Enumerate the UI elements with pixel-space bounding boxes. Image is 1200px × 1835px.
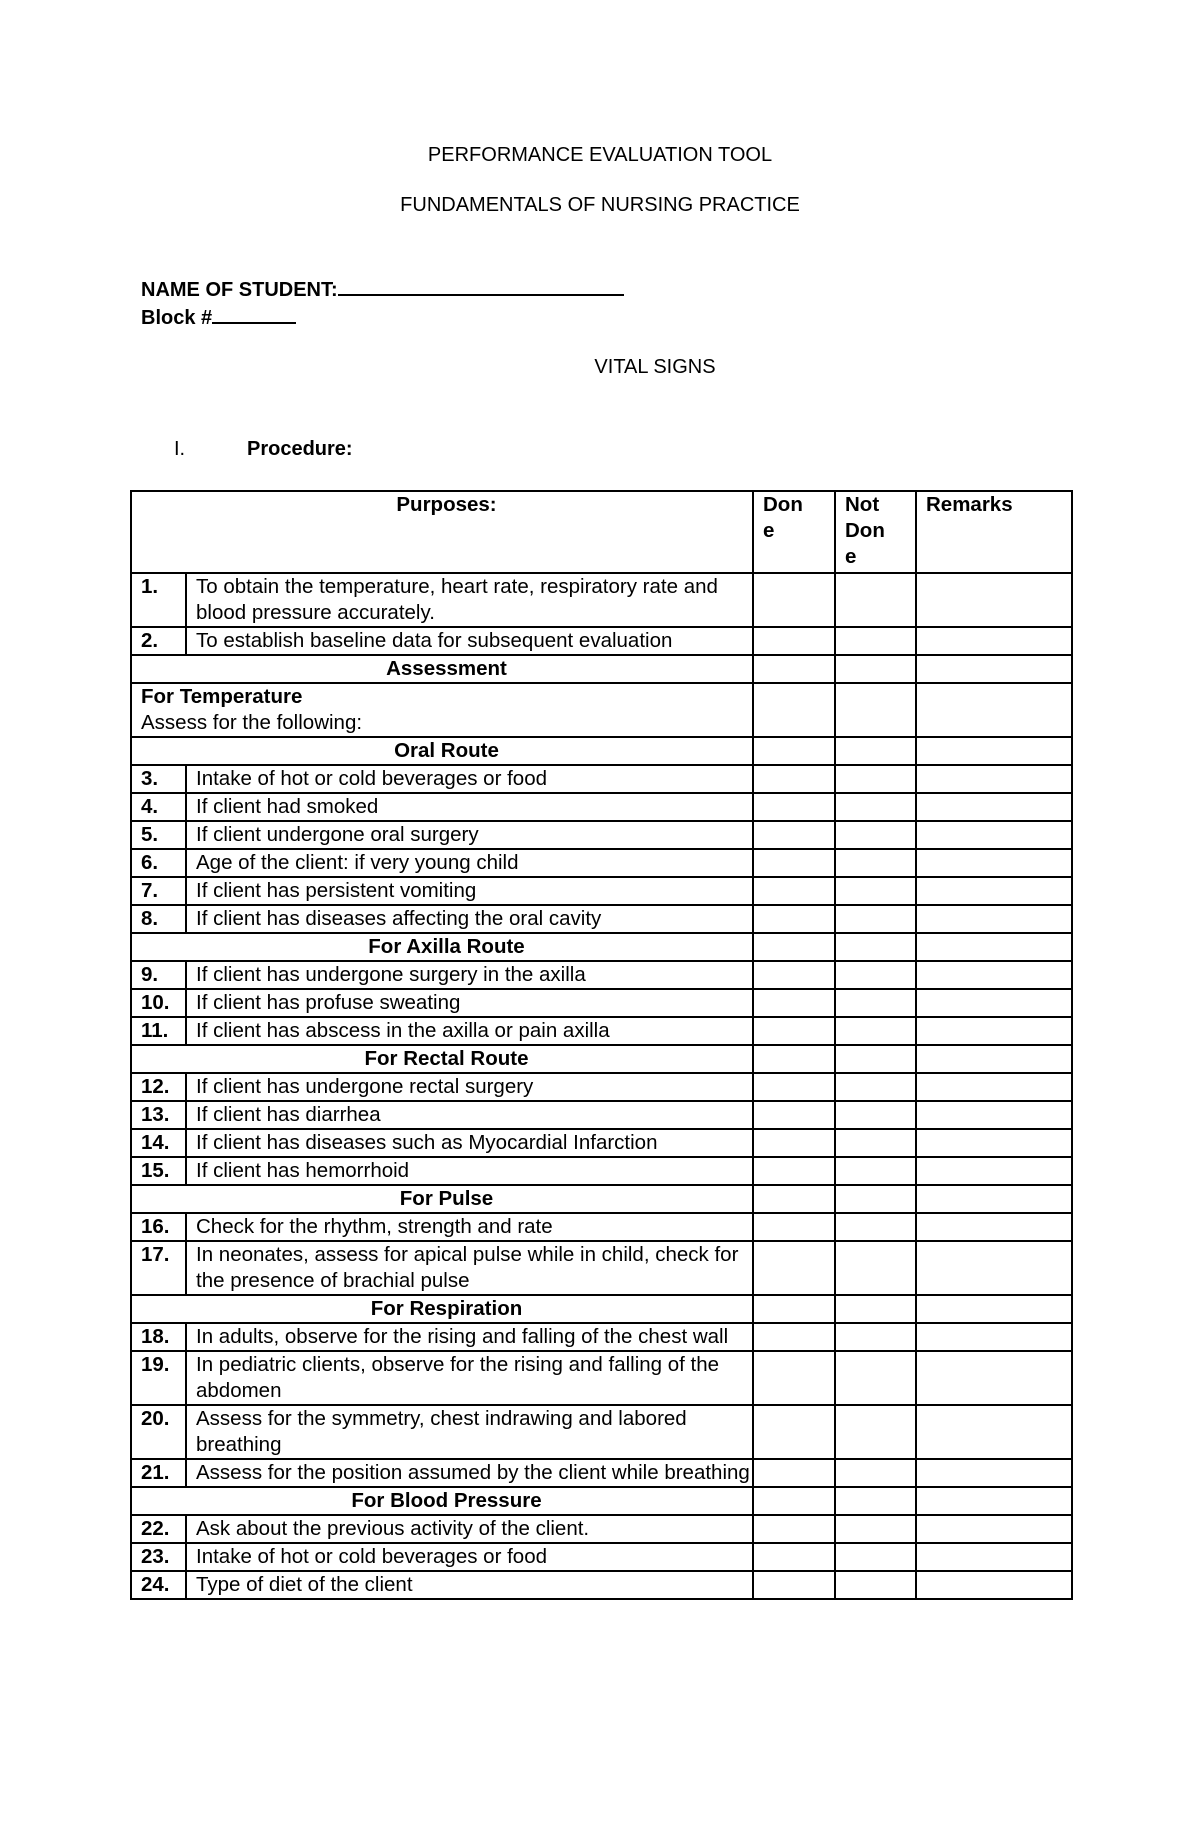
section-heading: For Blood Pressure xyxy=(131,1487,753,1515)
done-cell[interactable] xyxy=(753,1157,835,1185)
header-not-done-line2: Don xyxy=(845,519,885,542)
row-text: Intake of hot or cold beverages or food xyxy=(186,1543,753,1571)
remarks-cell[interactable] xyxy=(916,1515,1072,1543)
row-text: Type of diet of the client xyxy=(186,1571,753,1599)
block-label: Block # xyxy=(141,307,213,329)
row-number: 16. xyxy=(131,1213,186,1241)
remarks-cell[interactable] xyxy=(916,1323,1072,1351)
section-heading: For Rectal Route xyxy=(131,1045,753,1073)
header-purposes: Purposes: xyxy=(131,491,753,573)
done-cell[interactable] xyxy=(753,821,835,849)
procedure-number: I. xyxy=(174,438,186,460)
row-number: 5. xyxy=(131,821,186,849)
remarks-cell[interactable] xyxy=(916,627,1072,655)
not-done-cell[interactable] xyxy=(835,765,916,793)
remarks-cell[interactable] xyxy=(916,655,1072,683)
not-done-cell[interactable] xyxy=(835,1073,916,1101)
done-cell[interactable] xyxy=(753,573,835,627)
table-row xyxy=(131,1073,1072,1101)
not-done-cell[interactable] xyxy=(835,793,916,821)
remarks-cell[interactable] xyxy=(916,1405,1072,1459)
remarks-cell[interactable] xyxy=(916,1487,1072,1515)
row-number: 10. xyxy=(131,989,186,1017)
table-row xyxy=(131,961,1072,989)
table-row xyxy=(131,1101,1072,1129)
not-done-cell[interactable] xyxy=(835,905,916,933)
table-row xyxy=(131,1405,1072,1459)
procedure-label: Procedure: xyxy=(247,438,353,460)
header-remarks: Remarks xyxy=(916,491,1072,573)
row-number: 14. xyxy=(131,1129,186,1157)
row-number: 3. xyxy=(131,765,186,793)
not-done-cell[interactable] xyxy=(835,1241,916,1295)
table-row xyxy=(131,849,1072,877)
not-done-cell[interactable] xyxy=(835,1213,916,1241)
row-text: In neonates, assess for apical pulse while in child, check for the presence of brachial pulse xyxy=(186,1241,753,1295)
done-cell[interactable] xyxy=(753,1323,835,1351)
row-text: If client has diseases affecting the oral cavity xyxy=(186,905,753,933)
done-cell[interactable] xyxy=(753,1101,835,1129)
section-heading: Oral Route xyxy=(131,737,753,765)
remarks-cell[interactable] xyxy=(916,1185,1072,1213)
row-text: If client had smoked xyxy=(186,793,753,821)
row-number: 11. xyxy=(131,1017,186,1045)
table-row xyxy=(131,793,1072,821)
subsection-cell xyxy=(131,683,753,737)
subsection-row xyxy=(131,683,1072,737)
row-text: If client has profuse sweating xyxy=(186,989,753,1017)
evaluation-table xyxy=(130,490,1073,1600)
remarks-cell[interactable] xyxy=(916,1571,1072,1599)
remarks-cell[interactable] xyxy=(916,1351,1072,1405)
not-done-cell[interactable] xyxy=(835,961,916,989)
not-done-cell[interactable] xyxy=(835,1459,916,1487)
done-cell[interactable] xyxy=(753,765,835,793)
done-cell[interactable] xyxy=(753,1571,835,1599)
table-body xyxy=(131,573,1072,1599)
done-cell[interactable] xyxy=(753,1515,835,1543)
not-done-cell[interactable] xyxy=(835,933,916,961)
section-row xyxy=(131,1487,1072,1515)
row-number: 20. xyxy=(131,1405,186,1459)
done-cell[interactable] xyxy=(753,1017,835,1045)
header-not-done-line3: e xyxy=(845,545,857,568)
remarks-cell[interactable] xyxy=(916,849,1072,877)
not-done-cell[interactable] xyxy=(835,683,916,737)
not-done-cell[interactable] xyxy=(835,655,916,683)
not-done-cell[interactable] xyxy=(835,1571,916,1599)
subsection-text: Assess for the following: xyxy=(141,711,363,734)
row-number: 9. xyxy=(131,961,186,989)
row-text: If client has diarrhea xyxy=(186,1101,753,1129)
table-row xyxy=(131,573,1072,627)
done-cell[interactable] xyxy=(753,1185,835,1213)
row-text: Check for the rhythm, strength and rate xyxy=(186,1213,753,1241)
remarks-cell[interactable] xyxy=(916,1241,1072,1295)
section-row xyxy=(131,1185,1072,1213)
row-text: If client undergone oral surgery xyxy=(186,821,753,849)
done-cell[interactable] xyxy=(753,961,835,989)
row-text: In pediatric clients, observe for the rising and falling of the abdomen xyxy=(186,1351,753,1405)
section-row xyxy=(131,933,1072,961)
done-cell[interactable] xyxy=(753,627,835,655)
not-done-cell[interactable] xyxy=(835,1157,916,1185)
not-done-cell[interactable] xyxy=(835,1185,916,1213)
remarks-cell[interactable] xyxy=(916,1129,1072,1157)
table-row xyxy=(131,1543,1072,1571)
row-text: If client has persistent vomiting xyxy=(186,877,753,905)
remarks-cell[interactable] xyxy=(916,793,1072,821)
remarks-cell[interactable] xyxy=(916,877,1072,905)
not-done-cell[interactable] xyxy=(835,1515,916,1543)
student-name-blank[interactable] xyxy=(338,276,624,296)
not-done-cell[interactable] xyxy=(835,1543,916,1571)
section-row xyxy=(131,1295,1072,1323)
section-heading: Assessment xyxy=(131,655,753,683)
row-number: 23. xyxy=(131,1543,186,1571)
header-done-line1: Don xyxy=(763,493,803,516)
remarks-cell[interactable] xyxy=(916,765,1072,793)
remarks-cell[interactable] xyxy=(916,905,1072,933)
row-text: If client has undergone rectal surgery xyxy=(186,1073,753,1101)
section-row xyxy=(131,655,1072,683)
remarks-cell[interactable] xyxy=(916,1045,1072,1073)
table-row xyxy=(131,989,1072,1017)
done-cell[interactable] xyxy=(753,737,835,765)
not-done-cell[interactable] xyxy=(835,1351,916,1405)
table-row xyxy=(131,821,1072,849)
table-row xyxy=(131,1459,1072,1487)
done-cell[interactable] xyxy=(753,1073,835,1101)
not-done-cell[interactable] xyxy=(835,1487,916,1515)
table-row xyxy=(131,1017,1072,1045)
done-cell[interactable] xyxy=(753,1405,835,1459)
table-row xyxy=(131,1241,1072,1295)
row-text: To establish baseline data for subsequent evaluation xyxy=(186,627,753,655)
remarks-cell[interactable] xyxy=(916,737,1072,765)
remarks-cell[interactable] xyxy=(916,933,1072,961)
not-done-cell[interactable] xyxy=(835,989,916,1017)
done-cell[interactable] xyxy=(753,989,835,1017)
student-name-label: NAME OF STUDENT: xyxy=(141,279,338,301)
row-number: 18. xyxy=(131,1323,186,1351)
row-text: Intake of hot or cold beverages or food xyxy=(186,765,753,793)
section-heading: For Respiration xyxy=(131,1295,753,1323)
done-cell[interactable] xyxy=(753,877,835,905)
done-cell[interactable] xyxy=(753,1213,835,1241)
remarks-cell[interactable] xyxy=(916,683,1072,737)
table-row xyxy=(131,1213,1072,1241)
student-name-row xyxy=(141,276,624,302)
done-cell[interactable] xyxy=(753,1351,835,1405)
table-row xyxy=(131,1157,1072,1185)
done-cell[interactable] xyxy=(753,1129,835,1157)
header-done-line2: e xyxy=(763,519,775,542)
done-cell[interactable] xyxy=(753,793,835,821)
row-number: 24. xyxy=(131,1571,186,1599)
done-cell[interactable] xyxy=(753,655,835,683)
not-done-cell[interactable] xyxy=(835,1129,916,1157)
row-text: Age of the client: if very young child xyxy=(186,849,753,877)
remarks-cell[interactable] xyxy=(916,1213,1072,1241)
table-row xyxy=(131,1571,1072,1599)
row-text: In adults, observe for the rising and falling of the chest wall xyxy=(186,1323,753,1351)
remarks-cell[interactable] xyxy=(916,1101,1072,1129)
table-row xyxy=(131,765,1072,793)
remarks-cell[interactable] xyxy=(916,1543,1072,1571)
section-row xyxy=(131,737,1072,765)
section-heading: For Pulse xyxy=(131,1185,753,1213)
row-number: 13. xyxy=(131,1101,186,1129)
not-done-cell[interactable] xyxy=(835,627,916,655)
table-header-row xyxy=(131,491,1072,573)
not-done-cell[interactable] xyxy=(835,573,916,627)
row-number: 4. xyxy=(131,793,186,821)
done-cell[interactable] xyxy=(753,1543,835,1571)
subsection-title: For Temperature xyxy=(141,685,303,708)
not-done-cell[interactable] xyxy=(835,737,916,765)
block-blank[interactable] xyxy=(212,304,296,324)
row-text: Assess for the position assumed by the client while breathing xyxy=(186,1459,753,1487)
row-number: 12. xyxy=(131,1073,186,1101)
row-text: If client has abscess in the axilla or pain axilla xyxy=(186,1017,753,1045)
header-done xyxy=(753,491,835,573)
header-not-done-line1: Not xyxy=(845,493,880,516)
done-cell[interactable] xyxy=(753,1045,835,1073)
table-row xyxy=(131,1515,1072,1543)
remarks-cell[interactable] xyxy=(916,573,1072,627)
row-number: 2. xyxy=(131,627,186,655)
not-done-cell[interactable] xyxy=(835,849,916,877)
remarks-cell[interactable] xyxy=(916,1295,1072,1323)
done-cell[interactable] xyxy=(753,849,835,877)
procedure-heading xyxy=(174,438,353,461)
table-row xyxy=(131,627,1072,655)
row-text: If client has diseases such as Myocardial Infarction xyxy=(186,1129,753,1157)
table-row xyxy=(131,905,1072,933)
done-cell[interactable] xyxy=(753,1459,835,1487)
header-not-done xyxy=(835,491,916,573)
done-cell[interactable] xyxy=(753,683,835,737)
table-row xyxy=(131,1323,1072,1351)
row-number: 17. xyxy=(131,1241,186,1295)
not-done-cell[interactable] xyxy=(835,1101,916,1129)
remarks-cell[interactable] xyxy=(916,1157,1072,1185)
section-title: VITAL SIGNS xyxy=(594,356,716,378)
section-row xyxy=(131,1045,1072,1073)
not-done-cell[interactable] xyxy=(835,877,916,905)
document-subtitle: FUNDAMENTALS OF NURSING PRACTICE xyxy=(400,194,800,216)
row-number: 6. xyxy=(131,849,186,877)
table-row xyxy=(131,1129,1072,1157)
not-done-cell[interactable] xyxy=(835,1405,916,1459)
remarks-cell[interactable] xyxy=(916,821,1072,849)
document-title: PERFORMANCE EVALUATION TOOL xyxy=(427,144,773,166)
row-number: 19. xyxy=(131,1351,186,1405)
not-done-cell[interactable] xyxy=(835,1323,916,1351)
remarks-cell[interactable] xyxy=(916,1459,1072,1487)
table-row xyxy=(131,877,1072,905)
remarks-cell[interactable] xyxy=(916,1017,1072,1045)
done-cell[interactable] xyxy=(753,1487,835,1515)
row-text: Assess for the symmetry, chest indrawing and labored breathing xyxy=(186,1405,753,1459)
row-text: Ask about the previous activity of the client. xyxy=(186,1515,753,1543)
done-cell[interactable] xyxy=(753,905,835,933)
row-text: If client has undergone surgery in the axilla xyxy=(186,961,753,989)
remarks-cell[interactable] xyxy=(916,1073,1072,1101)
row-number: 21. xyxy=(131,1459,186,1487)
row-text: To obtain the temperature, heart rate, respiratory rate and blood pressure accurately. xyxy=(186,573,753,627)
table-row xyxy=(131,1351,1072,1405)
done-cell[interactable] xyxy=(753,1241,835,1295)
done-cell[interactable] xyxy=(753,1295,835,1323)
not-done-cell[interactable] xyxy=(835,1295,916,1323)
row-number: 1. xyxy=(131,573,186,627)
not-done-cell[interactable] xyxy=(835,821,916,849)
block-row xyxy=(141,304,296,330)
row-number: 22. xyxy=(131,1515,186,1543)
row-number: 8. xyxy=(131,905,186,933)
not-done-cell[interactable] xyxy=(835,1017,916,1045)
row-number: 7. xyxy=(131,877,186,905)
row-number: 15. xyxy=(131,1157,186,1185)
done-cell[interactable] xyxy=(753,933,835,961)
remarks-cell[interactable] xyxy=(916,989,1072,1017)
section-heading: For Axilla Route xyxy=(131,933,753,961)
not-done-cell[interactable] xyxy=(835,1045,916,1073)
remarks-cell[interactable] xyxy=(916,961,1072,989)
row-text: If client has hemorrhoid xyxy=(186,1157,753,1185)
